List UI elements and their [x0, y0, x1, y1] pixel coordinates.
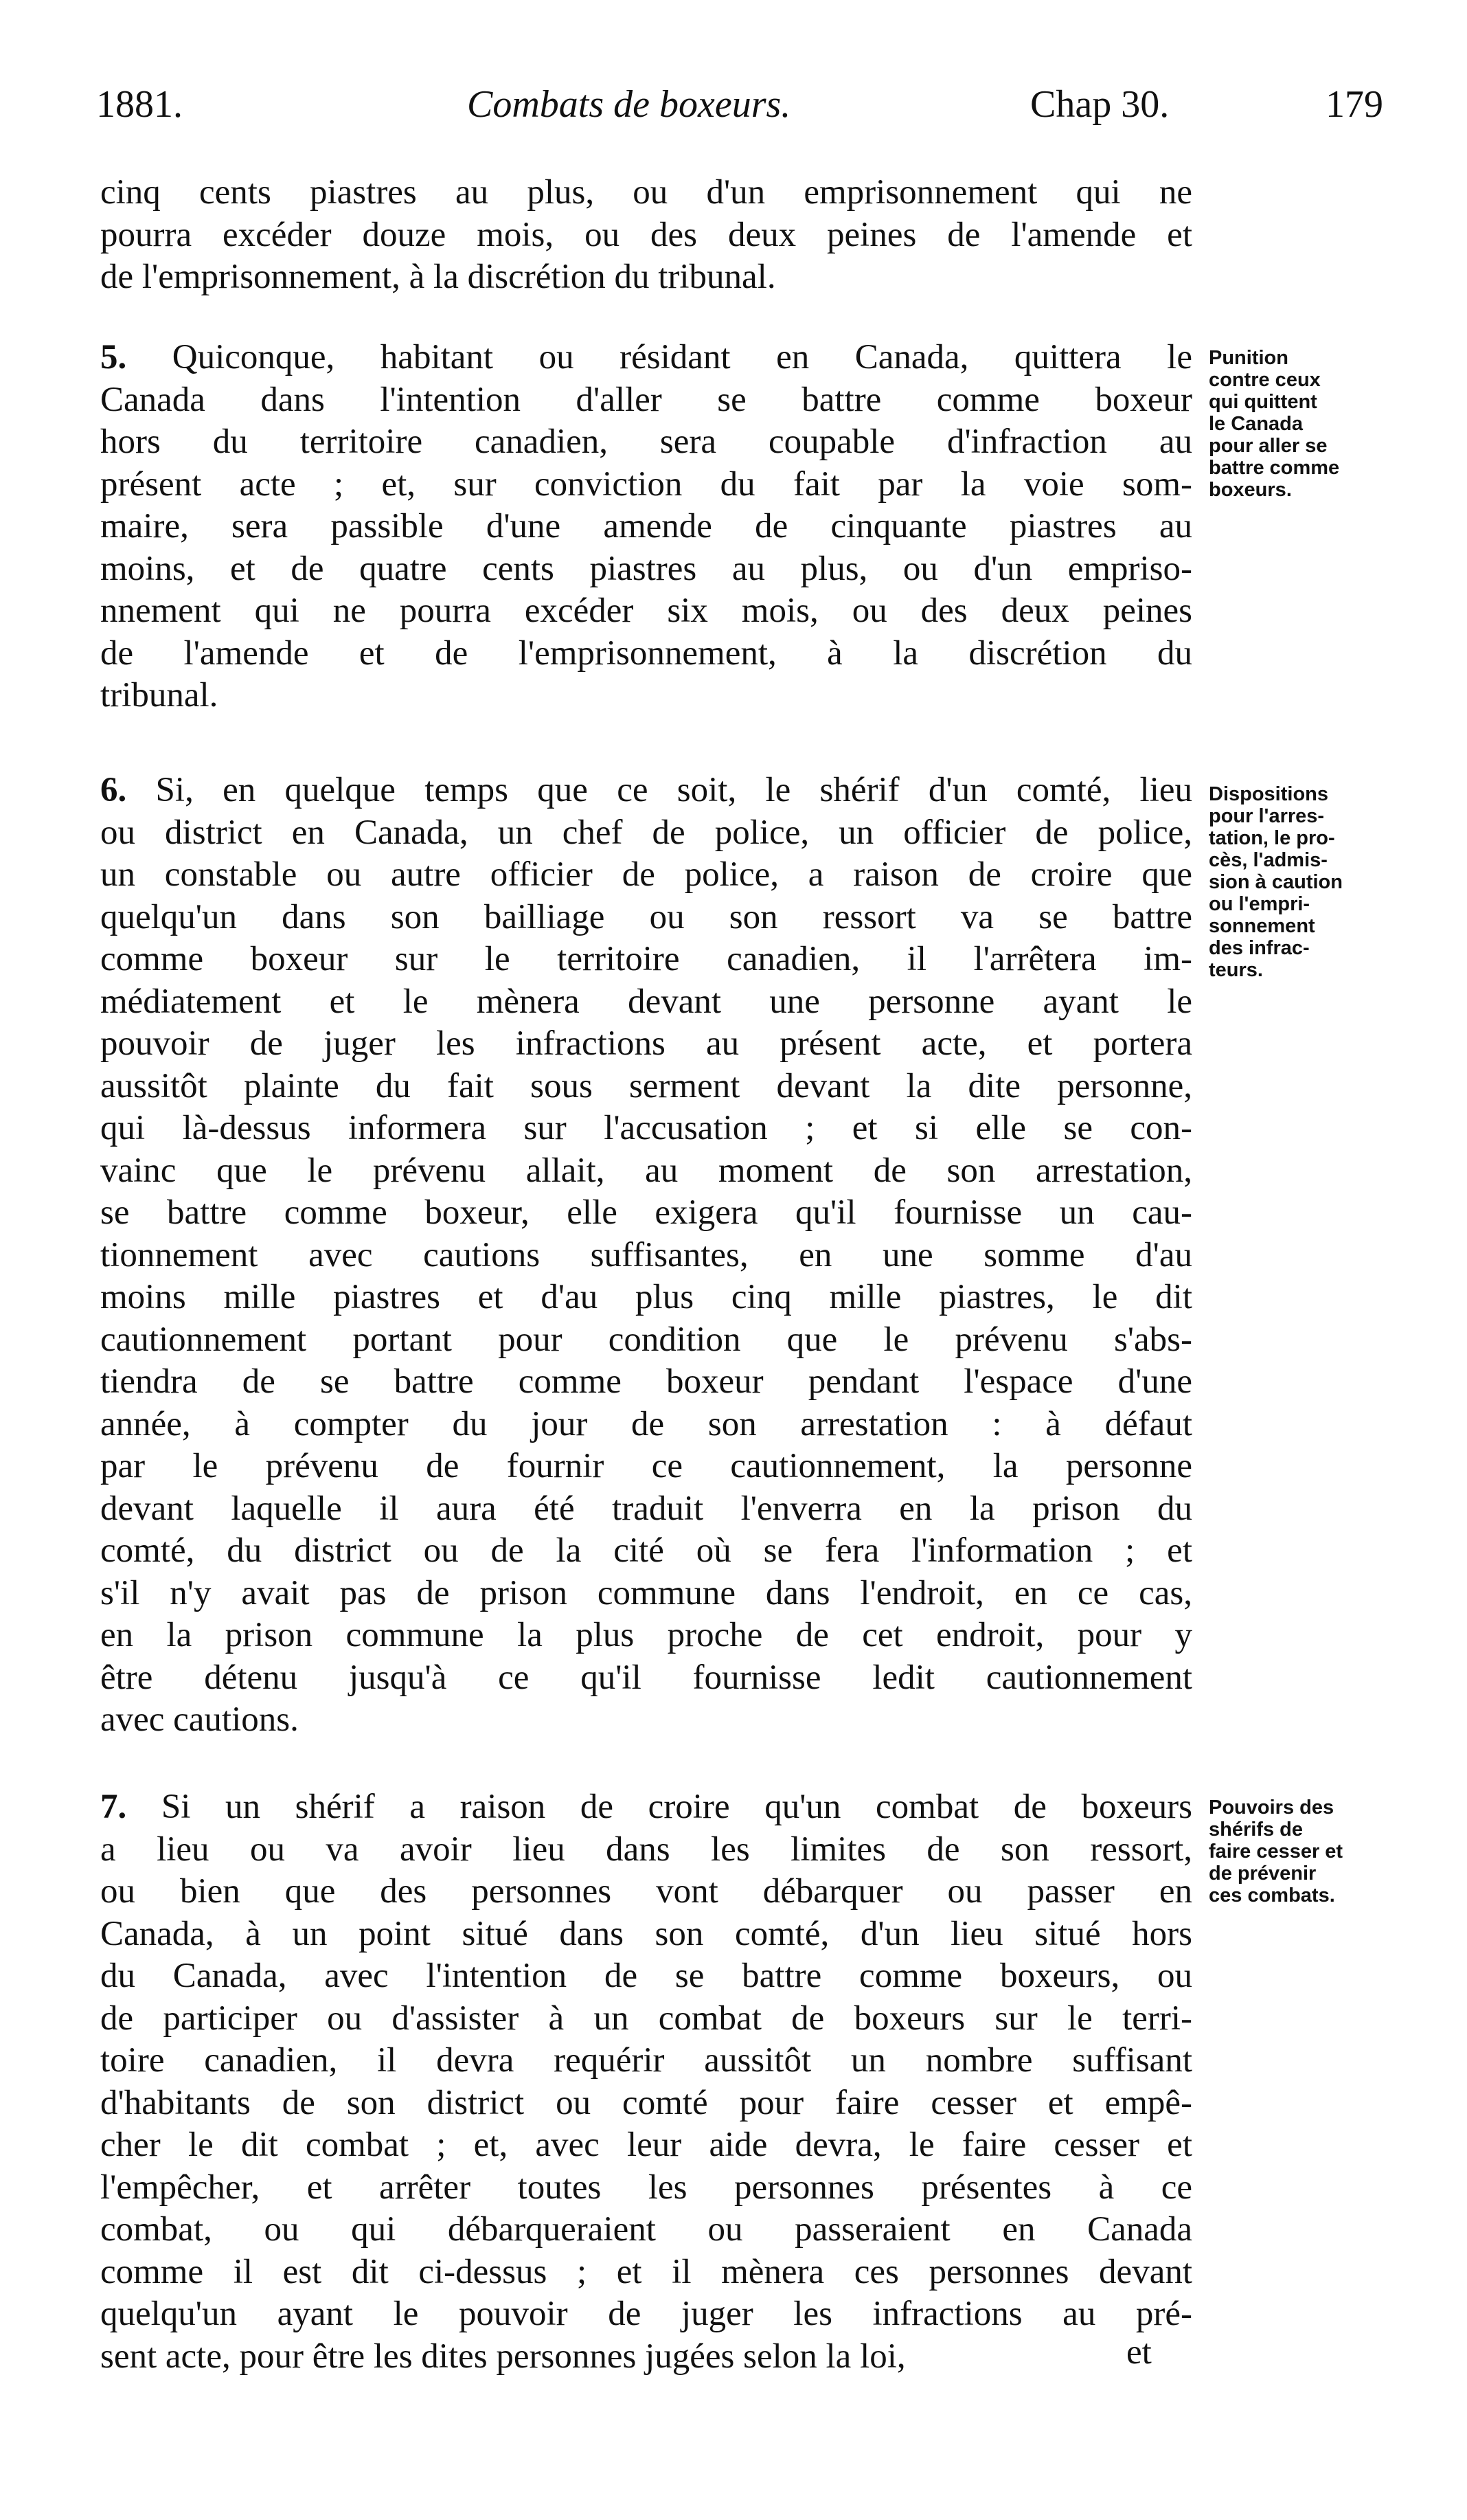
text-line: être détenu jusqu'à ce qu'il fournisse ledit cautionnement [100, 1658, 1192, 1697]
text-line [100, 769, 1192, 812]
text-line: maire, sera passible d'une amende de cinquante piastres au [100, 507, 1192, 545]
text-line: comme boxeur sur le territoire canadien, il l'arrêtera im- [100, 940, 1192, 978]
text-line: de l'emprisonnement, à la discrétion du tribunal. [100, 258, 776, 296]
text-line: qui là-dessus informera sur l'accusation ; et si elle se con- [100, 1109, 1192, 1147]
text-line: année, à compter du jour de son arrestation : à défaut [100, 1404, 1192, 1443]
margin-note-line: cès, l'admis- [1209, 849, 1328, 871]
margin-note-line: boxeurs. [1209, 479, 1292, 501]
text-line: pourra excéder douze mois, ou des deux peines de l'amende et [100, 215, 1192, 254]
section-5 [100, 337, 1192, 717]
margin-note-line: tation, le pro- [1209, 827, 1335, 849]
page-header [0, 82, 1467, 137]
text-line: cinq cents piastres au plus, ou d'un emprisonnement qui ne [100, 173, 1192, 212]
text-line: par le prévenu de fournir ce cautionnement, la personne [100, 1447, 1192, 1485]
text-line: quelqu'un dans son bailliage ou son ressort va se battre [100, 897, 1192, 936]
section-number: 7. [100, 1788, 127, 1826]
text-line: en la prison commune la plus proche de cet endroit, pour y [100, 1616, 1192, 1654]
section-number: 5. [100, 338, 127, 376]
text-line: médiatement et le mènera devant une personne ayant le [100, 982, 1192, 1021]
text-line: Canada, à un point situé dans son comté, d'un lieu situé hors [100, 1914, 1192, 1953]
text-line: vainc que le prévenu allait, au moment de son arrestation, [100, 1151, 1192, 1190]
margin-note-line: sion à caution [1209, 871, 1343, 893]
text-line: cher le dit combat ; et, avec leur aide devra, le faire cesser et [100, 2126, 1192, 2164]
text-line: de l'amende et de l'emprisonnement, à la discrétion du [100, 633, 1192, 673]
text-line: moins mille piastres et d'au plus cinq mille piastres, le dit [100, 1278, 1192, 1316]
text-line: ou district en Canada, un chef de police, un officier de police, [100, 813, 1192, 852]
text-line-content: Si un shérif a raison de croire qu'un combat de boxeurs [161, 1788, 1192, 1826]
header-chapter: Chap 30. [1030, 83, 1170, 126]
text-line: de participer ou d'assister à un combat de boxeurs sur le terri- [100, 1999, 1192, 2038]
text-line: nnement qui ne pourra excéder six mois, ou des deux peines [100, 592, 1192, 630]
text-line: d'habitants de son district ou comté pour faire cesser et empê- [100, 2083, 1192, 2122]
margin-note-line: teurs. [1209, 959, 1263, 981]
text-line-content: Quiconque, habitant ou résidant en Canada, quittera le [172, 338, 1192, 376]
text-line: un constable ou autre officier de police, a raison de croire que [100, 855, 1192, 894]
text-line: tribunal. [100, 676, 218, 715]
margin-note-line: battre comme [1209, 457, 1340, 479]
section-number: 6. [100, 771, 127, 809]
margin-note-line: sonnement [1209, 915, 1315, 937]
margin-note-line: qui quittent [1209, 391, 1317, 413]
text-line: quelqu'un ayant le pouvoir de juger les infractions au pré- [100, 2295, 1192, 2333]
page-number: 179 [1326, 83, 1383, 126]
text-line: hors du territoire canadien, sera coupable d'infraction au [100, 423, 1192, 461]
margin-note-line: shérifs de [1209, 1819, 1303, 1841]
catchword: et [1126, 2333, 1152, 2372]
text-line: pouvoir de juger les infractions au présent acte, et portera [100, 1024, 1192, 1063]
text-line-content: Si, en quelque temps que ce soit, le shérif d'un comté, lieu [155, 771, 1193, 809]
margin-note-line: faire cesser et [1209, 1841, 1343, 1863]
text-line: aussitôt plainte du fait sous serment devant la dite personne, [100, 1066, 1192, 1105]
margin-note-line: contre ceux [1209, 369, 1321, 391]
text-line: moins, et de quatre cents piastres au plus, ou d'un empriso- [100, 549, 1192, 588]
text-line: sent acte, pour être les dites personnes jugées selon la loi, [100, 2337, 906, 2376]
margin-note-line: des infrac- [1209, 937, 1310, 959]
text-line: du Canada, avec l'intention de se battre comme boxeurs, ou [100, 1957, 1192, 1995]
text-line: combat, ou qui débarqueraient ou passeraient en Canada [100, 2210, 1192, 2249]
text-line: comme il est dit ci-dessus ; et il mènera ces personnes devant [100, 2252, 1192, 2291]
text-line: Canada dans l'intention d'aller se battre comme boxeur [100, 380, 1192, 419]
text-line [100, 1786, 1192, 1829]
text-line: l'empêcher, et arrêter toutes les personnes présentes à ce [100, 2168, 1192, 2207]
margin-note-line: le Canada [1209, 413, 1303, 435]
text-line: comté, du district ou de la cité où se fera l'information ; et [100, 1531, 1192, 1570]
margin-note-line: ou l'empri- [1209, 893, 1310, 915]
margin-note-line: ces combats. [1209, 1885, 1335, 1906]
margin-note-line: pour l'arres- [1209, 805, 1325, 827]
margin-note-line: Pouvoirs des [1209, 1797, 1334, 1819]
text-line: tionnement avec cautions suffisantes, en une somme d'au [100, 1235, 1192, 1274]
margin-note-line: Punition [1209, 347, 1288, 369]
margin-note-section-7 [1209, 1797, 1415, 1906]
text-line: ou bien que des personnes vont débarquer ou passer en [100, 1872, 1192, 1911]
section-6 [100, 769, 1192, 1742]
text-line: toire canadien, il devra requérir aussitôt un nombre suffisant [100, 2041, 1192, 2080]
paragraph-continuation [100, 172, 1192, 299]
margin-note-line: de prévenir [1209, 1863, 1317, 1885]
text-line: tiendra de se battre comme boxeur pendant l'espace d'une [100, 1362, 1192, 1401]
text-line: présent acte ; et, sur conviction du fait par la voie som- [100, 464, 1192, 504]
text-line: avec cautions. [100, 1700, 299, 1739]
section-7 [100, 1786, 1192, 2378]
margin-note-line: pour aller se [1209, 435, 1328, 457]
header-title: Combats de boxeurs. [467, 83, 791, 126]
text-line [100, 337, 1192, 379]
text-line: se battre comme boxeur, elle exigera qu'il fournisse un cau- [100, 1193, 1192, 1232]
margin-note-line: Dispositions [1209, 783, 1329, 805]
header-year: 1881. [96, 83, 183, 126]
margin-note-section-5 [1209, 347, 1415, 501]
text-line: s'il n'y avait pas de prison commune dans l'endroit, en ce cas, [100, 1573, 1192, 1612]
margin-note-section-6 [1209, 783, 1415, 981]
text-line: a lieu ou va avoir lieu dans les limites de son ressort, [100, 1830, 1192, 1869]
text-line: devant laquelle il aura été traduit l'enverra en la prison du [100, 1489, 1192, 1528]
text-line: cautionnement portant pour condition que le prévenu s'abs- [100, 1320, 1192, 1359]
